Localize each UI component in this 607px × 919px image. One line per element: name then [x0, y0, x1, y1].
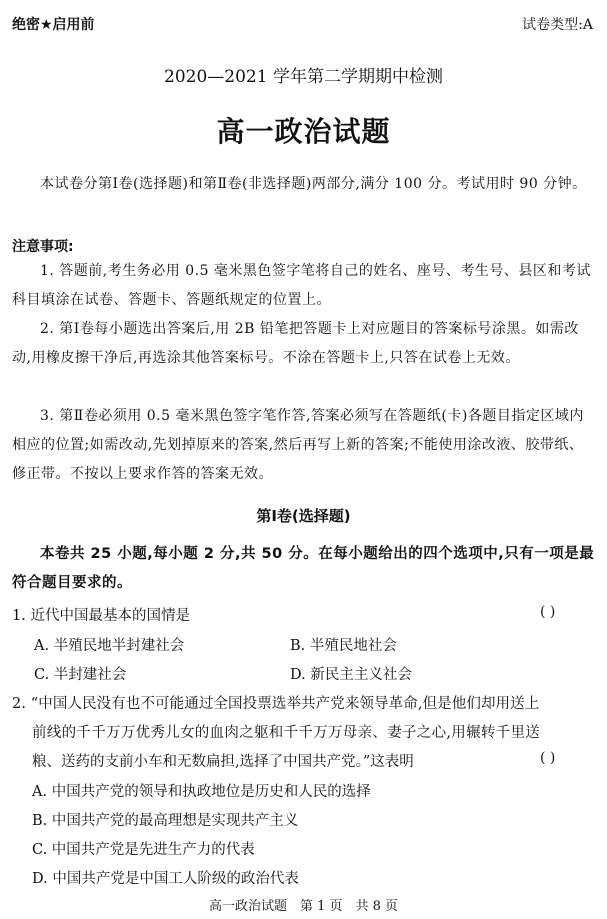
question-1-option-d: D. 新民主主义社会 — [290, 667, 412, 683]
exam-session: 2020—2021 学年第二学期期中检测 — [164, 67, 443, 87]
question-2-option-d: D. 中国共产党是中国工人阶级的政治代表 — [32, 871, 299, 887]
intro-paragraph: 本试卷分第Ⅰ卷(选择题)和第Ⅱ卷(非选择题)两部分,满分 100 分。考试用时 90 分钟。 — [40, 176, 587, 192]
question-1-option-c: C. 半封建社会 — [34, 667, 127, 683]
question-2-option-b: B. 中国共产党的最高理想是实现共产主义 — [32, 813, 299, 829]
section-title: 第Ⅰ卷(选择题) — [256, 507, 351, 525]
question-1-stem: 1. 近代中国最基本的国情是 — [12, 608, 190, 624]
question-1-option-b: B. 半殖民地社会 — [290, 638, 397, 654]
section-instruction: 本卷共 25 小题,每小题 2 分,共 50 分。在每小题给出的四个选项中,只有一项是最符合题目要求的。 — [12, 546, 595, 591]
paper-type-label: 试卷类型:A — [522, 17, 593, 33]
page-footer: 高一政治试题 第 1 页 共 8 页 — [208, 899, 399, 914]
question-1-option-a: A. 半殖民地半封建社会 — [34, 638, 185, 654]
notice-item-2: 2. 第Ⅰ卷每小题选出答案后,用 2B 铅笔把答题卡上对应题目的答案标号涂黑。如需改动,用橡皮擦干净后,再选涂其他答案标号。不涂在答题卡上,只答在试卷上无效。 — [12, 321, 579, 366]
secret-label: 绝密★启用前 — [12, 17, 95, 33]
question-2-stem-line-3: 粮、送药的支前小车和无数扁担,选择了中国共产党。”这表明 — [32, 754, 414, 770]
page-title: 高一政治试题 — [216, 115, 391, 148]
question-2-option-c: C. 中国共产党是先进生产力的代表 — [32, 842, 255, 858]
question-2-stem-line-2: 前线的千千万万优秀儿女的血肉之躯和千千万万母亲、妻子之心,用辗转千里送 — [32, 725, 541, 741]
question-2-stem-line-1: 2. “中国人民没有也不可能通过全国投票选举共产党来领导革命,但是他们却用送上 — [12, 696, 540, 712]
notice-item-1: 1. 答题前,考生务必用 0.5 毫米黑色签字笔将自己的姓名、座号、考生号、县区和考试科目填涂在试卷、答题卡、答题纸规定的位置上。 — [12, 263, 591, 308]
question-2-option-a: A. 中国共产党的领导和执政地位是历史和人民的选择 — [32, 784, 371, 800]
notice-item-3: 3. 第Ⅱ卷必须用 0.5 毫米黑色签字笔作答,答案必须写在答题纸(卡)各题目指定区域内相应的位置;如需改动,先划掉原来的答案,然后再写上新的答案;不能使用涂改液、胶带纸、修正带。不按以上要求作答的答案无效。 — [12, 408, 584, 482]
question-1-answer-bracket: ( ) — [540, 604, 556, 620]
question-2-answer-bracket: ( ) — [540, 750, 556, 766]
notice-heading: 注意事项: — [12, 239, 74, 255]
